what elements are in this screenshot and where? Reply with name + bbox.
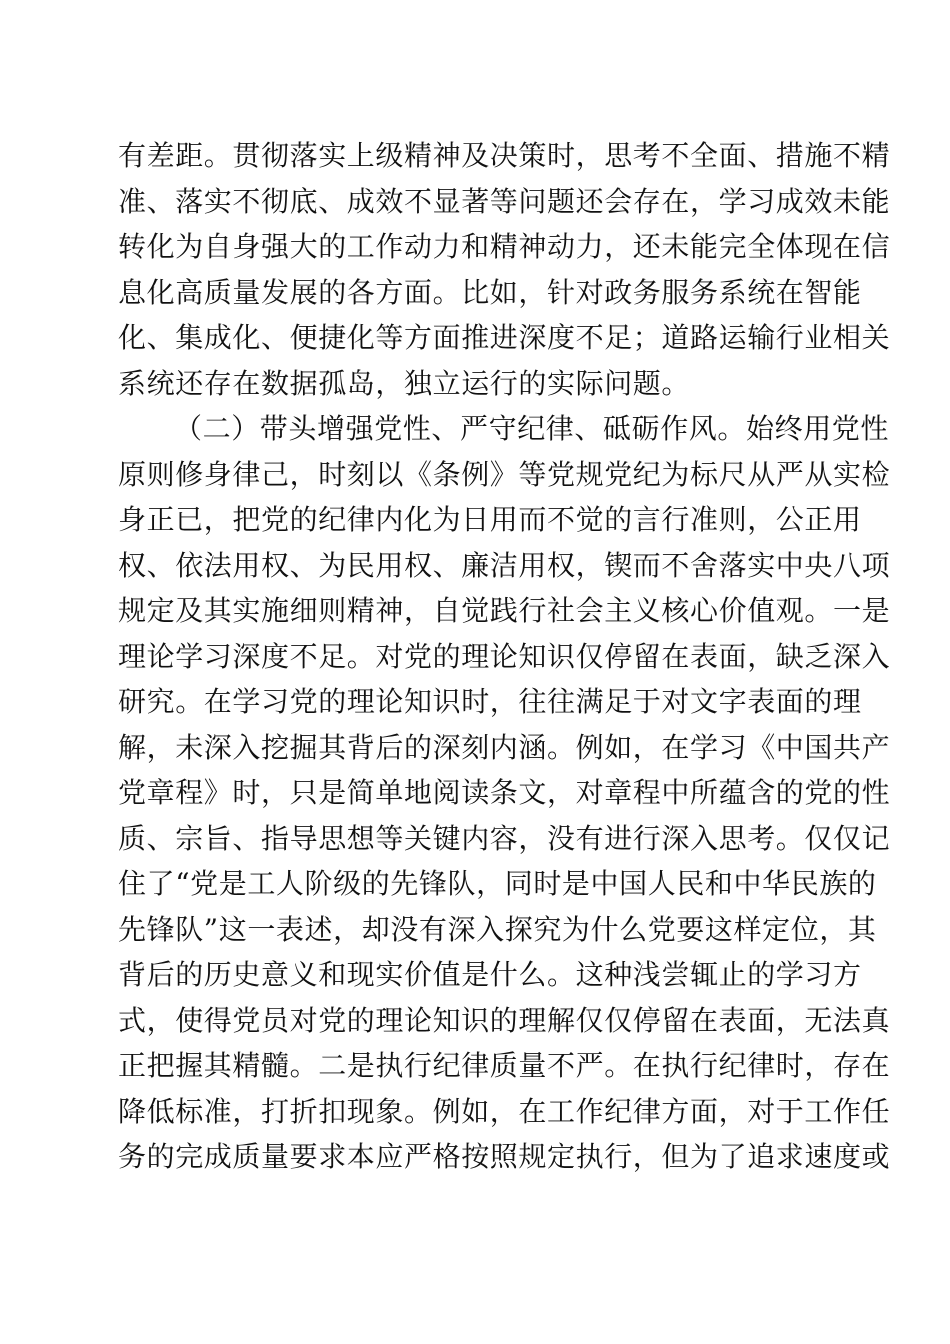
text-line: 身正已，把党的纪律内化为日用而不觉的言行准则，公正用 bbox=[118, 503, 862, 536]
text-line: 化、集成化、便捷化等方面推进深度不足；道路运输行业相关 bbox=[118, 321, 891, 354]
text-line: 原则修身律己，时刻以《条例》等党规党纪为标尺从严从实检 bbox=[118, 457, 891, 491]
text-line: 质、宗旨、指导思想等关键内容，没有进行深入思考。仅仅记 bbox=[118, 821, 891, 855]
text-line: 务的完成质量要求本应严格按照规定执行，但为了追求速度或 bbox=[118, 1140, 891, 1173]
text-line: 正把握其精髓。二是执行纪律质量不严。在执行纪律时，存在 bbox=[118, 1049, 891, 1082]
text-line: 系统还存在数据孤岛，独立运行的实际问题。 bbox=[118, 366, 691, 400]
text-line: 式，使得党员对党的理论知识的理解仅仅停留在表面，无法真 bbox=[118, 1003, 891, 1037]
section-heading-line: （二）带头增强党性、严守纪律、砥砺作风。始终用党性 bbox=[174, 412, 890, 445]
text-line: 先锋队”这一表述，却没有深入探究为什么党要这样定位，其 bbox=[118, 912, 877, 946]
text-line: 准、落实不彻底、成效不显著等问题还会存在，学习成效未能 bbox=[118, 184, 891, 218]
text-line: 住了“党是工人阶级的先锋队，同时是中国人民和中华民族的 bbox=[118, 867, 877, 900]
text-line: 解，未深入挖掘其背后的深刻内涵。例如，在学习《中国共产 bbox=[118, 730, 891, 764]
text-line: 权、依法用权、为民用权、廉洁用权，锲而不舍落实中央八项 bbox=[118, 548, 891, 582]
text-line: 理论学习深度不足。对党的理论知识仅停留在表面，缺乏深入 bbox=[118, 639, 891, 673]
text-line: 规定及其实施细则精神，自觉践行社会主义核心价值观。一是 bbox=[118, 594, 891, 627]
body-text bbox=[118, 133, 891, 1180]
text-line: 有差距。贯彻落实上级精神及决策时，思考不全面、措施不精 bbox=[118, 139, 891, 172]
text-line: 背后的历史意义和现实价值是什么。这种浅尝辄止的学习方 bbox=[118, 958, 862, 991]
text-line: 党章程》时，只是简单地阅读条文，对章程中所蕴含的党的性 bbox=[118, 776, 891, 809]
text-line: 息化高质量发展的各方面。比如，针对政务服务系统在智能 bbox=[118, 275, 862, 309]
text-line: 研究。在学习党的理论知识时，往往满足于对文字表面的理 bbox=[118, 685, 862, 718]
text-line: 降低标准，打折扣现象。例如，在工作纪律方面，对于工作任 bbox=[118, 1094, 891, 1128]
text-line: 转化为自身强大的工作动力和精神动力，还未能完全体现在信 bbox=[118, 230, 891, 263]
